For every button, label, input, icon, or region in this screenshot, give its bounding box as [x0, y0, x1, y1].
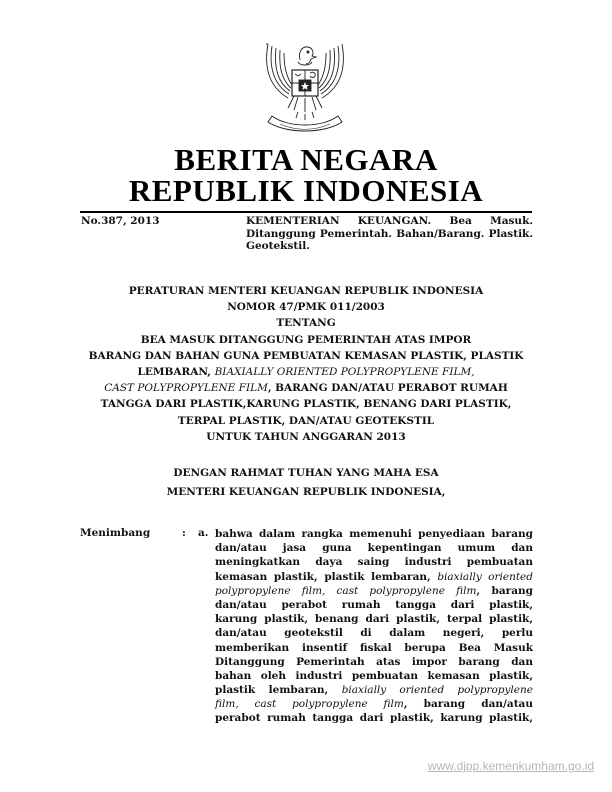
preamble-line-1: DENGAN RAHMAT TUHAN YANG MAHA ESA — [173, 467, 439, 479]
text-run: TANGGA DARI PLASTIK,KARUNG PLASTIK, BENANG DARI PLASTIK, — [100, 398, 512, 411]
italic-text-run: CAST POLYPROPYLENE FILM — [104, 382, 268, 395]
text-run: TENTANG — [276, 317, 336, 330]
text-run: NOMOR 47/PMK 011/2003 — [227, 301, 385, 314]
preamble-line-2: MENTERI KEUANGAN REPUBLIK INDONESIA, — [166, 486, 446, 498]
text-run: Ditanggung Pemerintah atas impor barang dan — [215, 655, 533, 668]
considering-text-line — [215, 683, 533, 697]
considering-text-line — [215, 555, 533, 569]
considering-text-line — [215, 541, 533, 555]
gazette-title-line2: REPUBLIK INDONESIA — [128, 173, 484, 208]
considering-text-line — [215, 584, 533, 598]
regulation-heading-line — [60, 315, 552, 331]
considering-item-text — [215, 527, 533, 726]
considering-text-line — [215, 655, 533, 669]
header-divider — [80, 211, 532, 213]
text-run: bahan oleh industri pembuatan kemasan plastik, — [215, 669, 533, 682]
text-run: TERPAL PLASTIK, DAN/ATAU GEOTEKSTIL — [177, 414, 435, 427]
considering-text-line — [215, 669, 533, 683]
text-run: dan/atau perabot rumah tangga dari plastik, — [215, 598, 533, 611]
considering-text-line — [215, 697, 533, 711]
regulation-heading-line — [60, 299, 552, 315]
considering-text-line — [215, 598, 533, 612]
text-run: perabot rumah tangga dari plastik, karung plastik, — [215, 712, 533, 725]
text-run: meningkatkan daya saing industri pembuatan — [215, 556, 533, 569]
italic-text-run: biaxially oriented — [437, 570, 533, 583]
preamble — [60, 464, 552, 502]
issue-description: KEMENTERIAN KEUANGAN. Bea Masuk. Ditanggung Pemerintah. Bahan/Barang. Plastik. Geotekstil. — [246, 215, 533, 252]
footer-website-link[interactable]: www.djpp.kemenkumham.go.id — [427, 759, 594, 773]
text-run: UNTUK TAHUN ANGGARAN 2013 — [206, 430, 406, 443]
italic-text-run: BIAXIALLY ORIENTED POLYPROPYLENE FILM, — [214, 366, 475, 379]
considering-text-line — [215, 527, 533, 541]
regulation-heading-line — [60, 348, 552, 364]
italic-text-run: biaxially oriented polypropylene — [341, 684, 533, 697]
regulation-heading-line — [60, 283, 552, 299]
considering-item-letter: a. — [198, 527, 209, 539]
regulation-heading-line — [60, 429, 552, 445]
italic-text-run: film, cast polypropylene film — [215, 698, 404, 711]
considering-text-line — [215, 570, 533, 584]
issue-number: No.387, 2013 — [81, 215, 160, 227]
regulation-heading-line — [60, 396, 552, 412]
regulation-heading-line — [60, 413, 552, 429]
text-run: BEA MASUK DITANGGUNG PEMERINTAH ATAS IMPOR — [140, 333, 472, 346]
text-run: dan/atau jasa guna kepentingan umum dan — [215, 542, 533, 555]
text-run: plastik lembaran, — [215, 684, 342, 697]
italic-text-run: polypropylene film, cast polypropylene film — [215, 584, 477, 597]
regulation-heading-line — [60, 380, 552, 396]
text-run: kemasan plastik, plastik lembaran, — [215, 570, 438, 583]
regulation-heading — [60, 283, 552, 445]
text-run: dan/atau geotekstil di dalam negeri, perlu — [215, 627, 533, 640]
considering-text-line — [215, 626, 533, 640]
text-run: , barang — [476, 584, 533, 597]
considering-label: Menimbang — [80, 527, 151, 539]
text-run: memberikan insentif fiskal berupa Bea Masuk — [215, 641, 533, 654]
text-run: PERATURAN MENTERI KEUANGAN REPUBLIK INDONESIA — [128, 285, 484, 297]
considering-text-line — [215, 641, 533, 655]
text-run: karung plastik, benang dari plastik, terpal plastik, — [215, 613, 533, 626]
garuda-emblem-icon — [258, 36, 352, 136]
regulation-heading-line — [60, 364, 552, 380]
text-run: LEMBARAN, — [137, 366, 215, 379]
considering-text-line — [215, 612, 533, 626]
considering-text-line — [215, 711, 533, 725]
considering-colon: : — [182, 527, 186, 539]
text-run: bahwa dalam rangka memenuhi penyediaan barang — [215, 528, 533, 540]
text-run: BARANG DAN BAHAN GUNA PEMBUATAN KEMASAN PLASTIK, PLASTIK — [88, 349, 524, 362]
gazette-title-line1: BERITA NEGARA — [174, 142, 438, 177]
regulation-heading-line — [60, 332, 552, 348]
text-run: , BARANG DAN/ATAU PERABOT RUMAH — [267, 382, 508, 395]
text-run: , barang dan/atau — [403, 698, 533, 711]
